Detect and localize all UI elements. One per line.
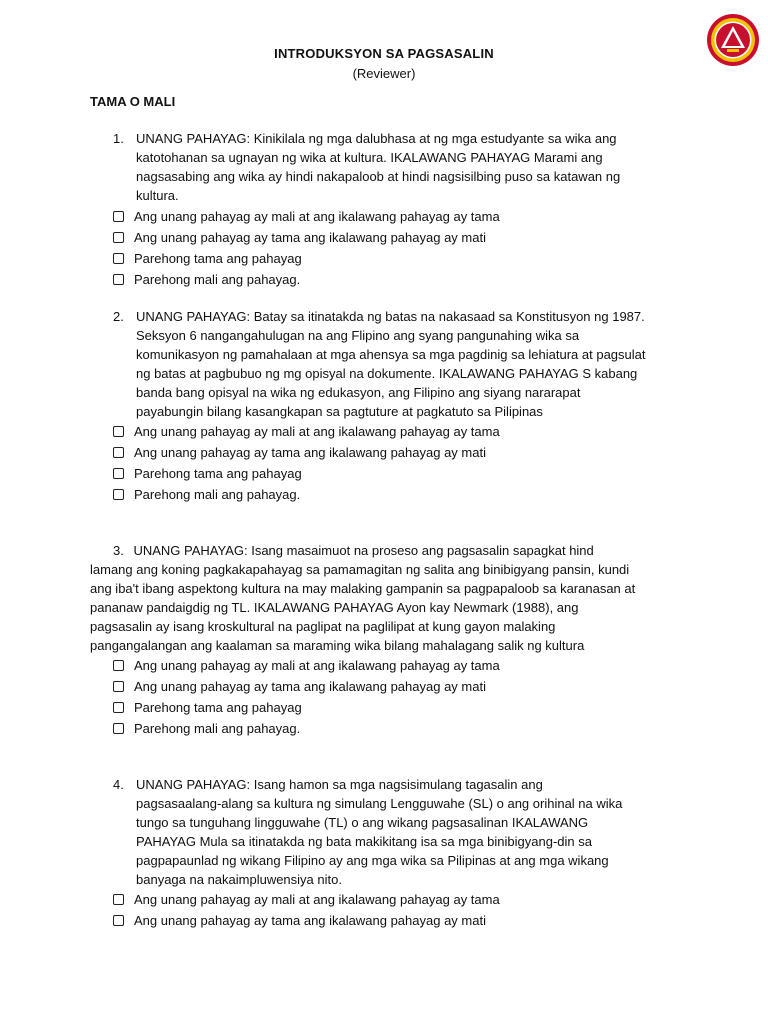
- question-line: ng batas at pagbubuo ng mg opisyal na dokumente. IKALAWANG PAHAYAG S kabang: [136, 366, 638, 381]
- question-line: payabungin bilang kasangkapan sa pagtuture at pagkatuto sa Pilipinas: [136, 404, 543, 419]
- option-item[interactable]: [113, 676, 500, 697]
- option-label: Ang unang pahayag ay tama ang ikalawang pahayag ay mati: [134, 445, 486, 460]
- question-line: UNANG PAHAYAG: Isang masaimuot na proseso ang pagsasalin sapagkat hind: [133, 543, 594, 558]
- option-label: Parehong mali ang pahayag.: [134, 487, 301, 502]
- question-line: pagpapaunlad ng wikang Filipino ay ang mga wika sa Pilipinas at ang mga wikang: [136, 853, 609, 868]
- question-number: 4.: [113, 777, 124, 792]
- question-line: pananaw pandaigdig ng TL. IKALAWANG PAHAYAG Ayon kay Newmark (1988), ang: [90, 600, 579, 615]
- question-line: pagsasaalang-alang sa kultura ng simulang Lengguwahe (SL) o ang orihinal na wika: [136, 796, 623, 811]
- options-list-1: [113, 206, 500, 290]
- option-item[interactable]: [113, 910, 500, 931]
- question-3: [90, 541, 680, 655]
- options-list-4: [113, 889, 500, 931]
- option-item[interactable]: [113, 655, 500, 676]
- checkbox-icon[interactable]: [113, 894, 124, 905]
- option-item[interactable]: [113, 463, 500, 484]
- question-2: [113, 307, 696, 421]
- option-label: Ang unang pahayag ay tama ang ikalawang pahayag ay mati: [134, 230, 486, 245]
- checkbox-icon[interactable]: [113, 426, 124, 437]
- question-line: PAHAYAG Mula sa itinatakda ng bata makikitang isa sa mga binibigyang-din sa: [136, 834, 592, 849]
- question-line: UNANG PAHAYAG: Isang hamon sa mga nagsisimulang tagasalin ang: [136, 777, 543, 792]
- option-label: Parehong mali ang pahayag.: [134, 721, 301, 736]
- options-list-2: [113, 421, 500, 505]
- option-label: Ang unang pahayag ay mali at ang ikalawang pahayag ay tama: [134, 209, 500, 224]
- option-item[interactable]: [113, 227, 500, 248]
- question-1: [113, 129, 696, 205]
- question-line: tungo sa tunguhang lingguwahe (TL) o ang wikang pagsasalinan IKALAWANG: [136, 815, 589, 830]
- document-title: INTRODUKSYON SA PAGSASALIN: [274, 46, 494, 61]
- question-line: Seksyon 6 nangangahulugan na ang Flipino ang syang pangunahing wika sa: [136, 328, 580, 343]
- option-label: Parehong mali ang pahayag.: [134, 272, 301, 287]
- question-line: banda bang opisyal na wika ng edukasyon, ang Filipino ang siyang nararapat: [136, 385, 581, 400]
- question-line: ang iba't ibang aspektong kultura na may malaking gampanin sa pagpapaloob sa karanasan at: [90, 581, 636, 596]
- option-item[interactable]: [113, 206, 500, 227]
- checkbox-icon[interactable]: [113, 253, 124, 264]
- option-label: Parehong tama ang pahayag: [134, 700, 302, 715]
- option-item[interactable]: [113, 484, 500, 505]
- document-subtitle: (Reviewer): [352, 66, 416, 81]
- option-label: Ang unang pahayag ay tama ang ikalawang pahayag ay mati: [134, 679, 486, 694]
- option-item[interactable]: [113, 697, 500, 718]
- checkbox-icon[interactable]: [113, 274, 124, 285]
- question-4: [113, 775, 696, 889]
- question-number: 3.: [113, 543, 124, 558]
- question-line: pagsasalin ay isang kroskultural na paglipat na paglilipat at kung gayon malaking: [90, 619, 556, 634]
- option-label: Ang unang pahayag ay mali at ang ikalawang pahayag ay tama: [134, 424, 500, 439]
- option-label: Parehong tama ang pahayag: [134, 251, 302, 266]
- option-label: Ang unang pahayag ay mali at ang ikalawang pahayag ay tama: [134, 892, 500, 907]
- option-label: Ang unang pahayag ay mali at ang ikalawang pahayag ay tama: [134, 658, 500, 673]
- option-item[interactable]: [113, 718, 500, 739]
- option-item[interactable]: [113, 889, 500, 910]
- option-item[interactable]: [113, 442, 500, 463]
- checkbox-icon[interactable]: [113, 468, 124, 479]
- checkbox-icon[interactable]: [113, 723, 124, 734]
- checkbox-icon[interactable]: [113, 702, 124, 713]
- question-line: lamang ang koning pagkakapahayag sa pamamagitan ng salita ang binibigyang pansin, kundi: [90, 562, 630, 577]
- checkbox-icon[interactable]: [113, 232, 124, 243]
- question-line: nagsasabing ang wika ay hindi nakapaloob at hindi nagsisilbing puso sa katawan ng: [136, 169, 621, 184]
- question-line: katotohanan sa ugnayan ng wika at kultura. IKALAWANG PAHAYAG Marami ang: [136, 150, 603, 165]
- checkbox-icon[interactable]: [113, 681, 124, 692]
- option-item[interactable]: [113, 421, 500, 442]
- question-number: 2.: [113, 309, 124, 324]
- option-item[interactable]: [113, 248, 500, 269]
- option-label: Parehong tama ang pahayag: [134, 466, 302, 481]
- question-line: komunikasyon ng pamahalaan at mga ahensya sa mga pagdinig sa lehiatura at pagsulat: [136, 347, 646, 362]
- question-line: kultura.: [136, 188, 179, 203]
- question-line: UNANG PAHAYAG: Kinikilala ng mga dalubhasa at ng mga estudyante sa wika ang: [136, 131, 617, 146]
- option-item[interactable]: [113, 269, 500, 290]
- checkbox-icon[interactable]: [113, 211, 124, 222]
- checkbox-icon[interactable]: [113, 447, 124, 458]
- question-number: 1.: [113, 131, 124, 146]
- options-list-3: [113, 655, 500, 739]
- question-line: UNANG PAHAYAG: Batay sa itinatakda ng batas na nakasaad sa Konstitusyon ng 1987.: [136, 309, 645, 324]
- section-heading: TAMA O MALI: [90, 94, 176, 109]
- checkbox-icon[interactable]: [113, 915, 124, 926]
- option-label: Ang unang pahayag ay tama ang ikalawang pahayag ay mati: [134, 913, 486, 928]
- checkbox-icon[interactable]: [113, 489, 124, 500]
- question-line: pangangalangan ang kaalaman sa maraming wika bilang mahalagang salik ng kultura: [90, 638, 585, 653]
- checkbox-icon[interactable]: [113, 660, 124, 671]
- question-line: banyaga na nakaimpluwensiya nito.: [136, 872, 342, 887]
